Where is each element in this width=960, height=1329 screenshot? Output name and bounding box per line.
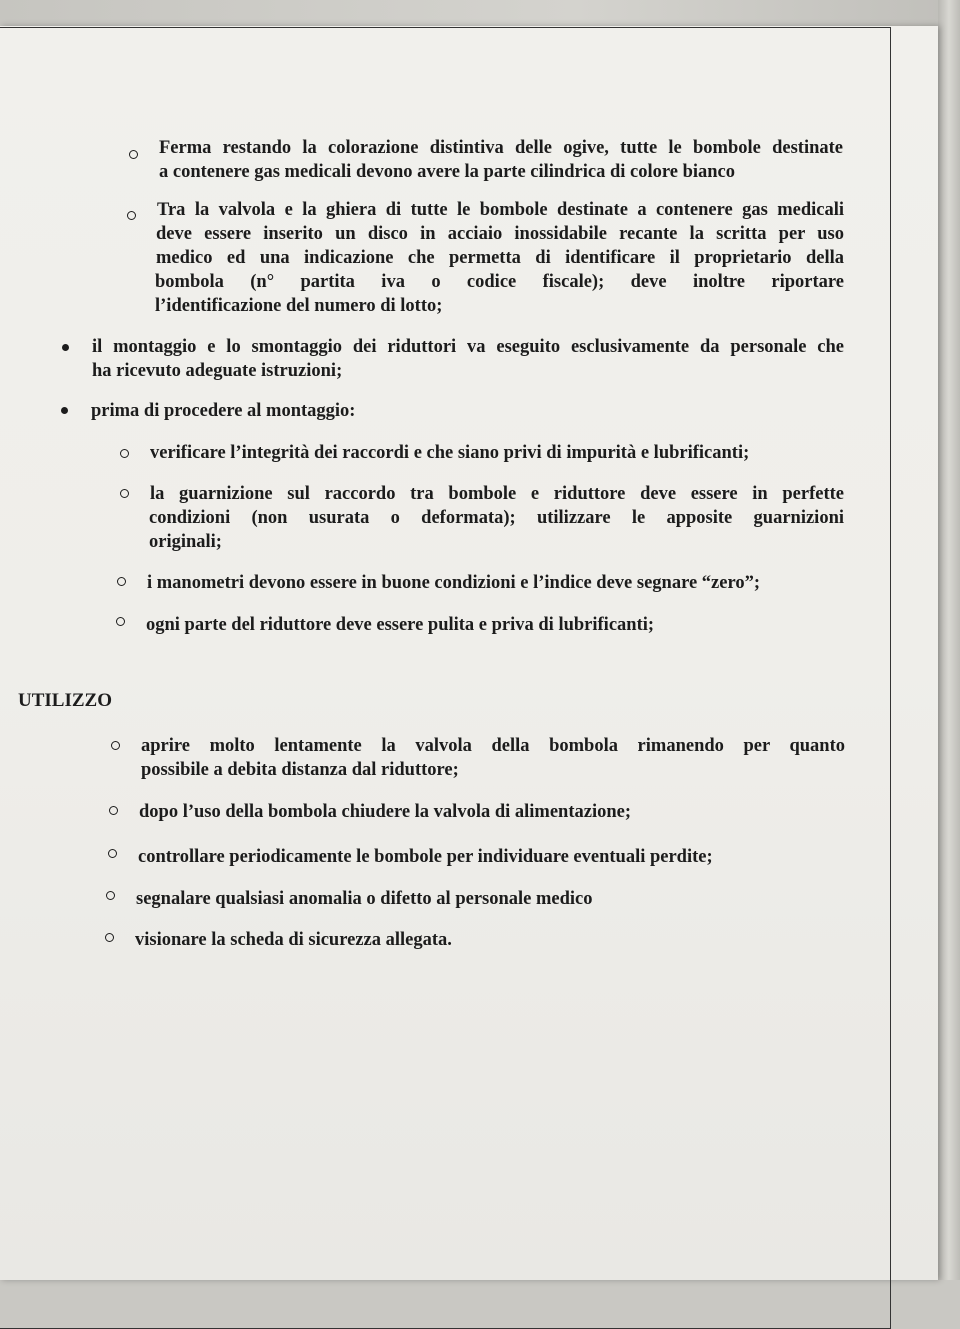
list-item-line: visionare la scheda di sicurezza allegata. xyxy=(135,930,452,950)
list-item-line: verificare l’integrità dei raccordi e che siano privi di impurità e lubrificanti; xyxy=(150,443,750,463)
list-item-line: possibile a debita distanza dal riduttore; xyxy=(141,760,459,780)
circle-bullet-icon xyxy=(129,150,138,159)
list-item-line: deve essere inserito un disco in acciaio inossidabile recante la scritta per uso xyxy=(156,224,844,244)
list-item-line: aprire molto lentamente la valvola della bombola rimanendo per quanto xyxy=(141,736,845,756)
circle-bullet-icon xyxy=(120,449,129,458)
list-item-line: a contenere gas medicali devono avere la parte cilindrica di colore bianco xyxy=(159,162,735,182)
list-item-line: dopo l’uso della bombola chiudere la valvola di alimentazione; xyxy=(139,802,632,822)
list-item-line: segnalare qualsiasi anomalia o difetto al personale medico xyxy=(136,889,593,909)
table-edge xyxy=(938,0,960,1280)
list-item-line: ogni parte del riduttore deve essere pulita e priva di lubrificanti; xyxy=(146,615,655,635)
list-item-line: i manometri devono essere in buone condizioni e l’indice deve segnare “zero”; xyxy=(147,573,761,593)
list-item-line: originali; xyxy=(149,532,222,552)
circle-bullet-icon xyxy=(116,617,125,626)
circle-bullet-icon xyxy=(111,741,120,750)
section-title: UTILIZZO xyxy=(18,690,112,711)
list-item-line: controllare periodicamente le bombole per individuare eventuali perdite; xyxy=(138,847,713,867)
list-item-line: condizioni (non usurata o deformata); utilizzare le apposite guarnizioni xyxy=(149,508,844,528)
circle-bullet-icon xyxy=(108,849,117,858)
list-item-line: bombola (n° partita iva o codice fiscale); deve inoltre riportare xyxy=(155,272,844,292)
list-item-line: l’identificazione del numero di lotto; xyxy=(155,296,443,316)
circle-bullet-icon xyxy=(105,933,114,942)
circle-bullet-icon xyxy=(106,891,115,900)
list-item-line: il montaggio e lo smontaggio dei riduttori va eseguito esclusivamente da personale che xyxy=(92,337,844,357)
circle-bullet-icon xyxy=(109,806,118,815)
list-item-line: ha ricevuto adeguate istruzioni; xyxy=(92,361,343,381)
list-item-line: medico ed una indicazione che permetta di identificare il proprietario della xyxy=(156,248,844,268)
circle-bullet-icon xyxy=(120,489,129,498)
list-item-line: prima di procedere al montaggio: xyxy=(91,401,356,421)
list-item-line: la guarnizione sul raccordo tra bombole e riduttore deve essere in perfette xyxy=(150,484,844,504)
list-item-line: Ferma restando la colorazione distintiva delle ogive, tutte le bombole destinate xyxy=(159,138,843,158)
circle-bullet-icon xyxy=(117,577,126,586)
circle-bullet-icon xyxy=(127,211,136,220)
bullet-icon xyxy=(61,407,68,414)
list-item-line: Tra la valvola e la ghiera di tutte le bombole destinate a contenere gas medicali xyxy=(157,200,844,220)
bullet-icon xyxy=(62,344,69,351)
